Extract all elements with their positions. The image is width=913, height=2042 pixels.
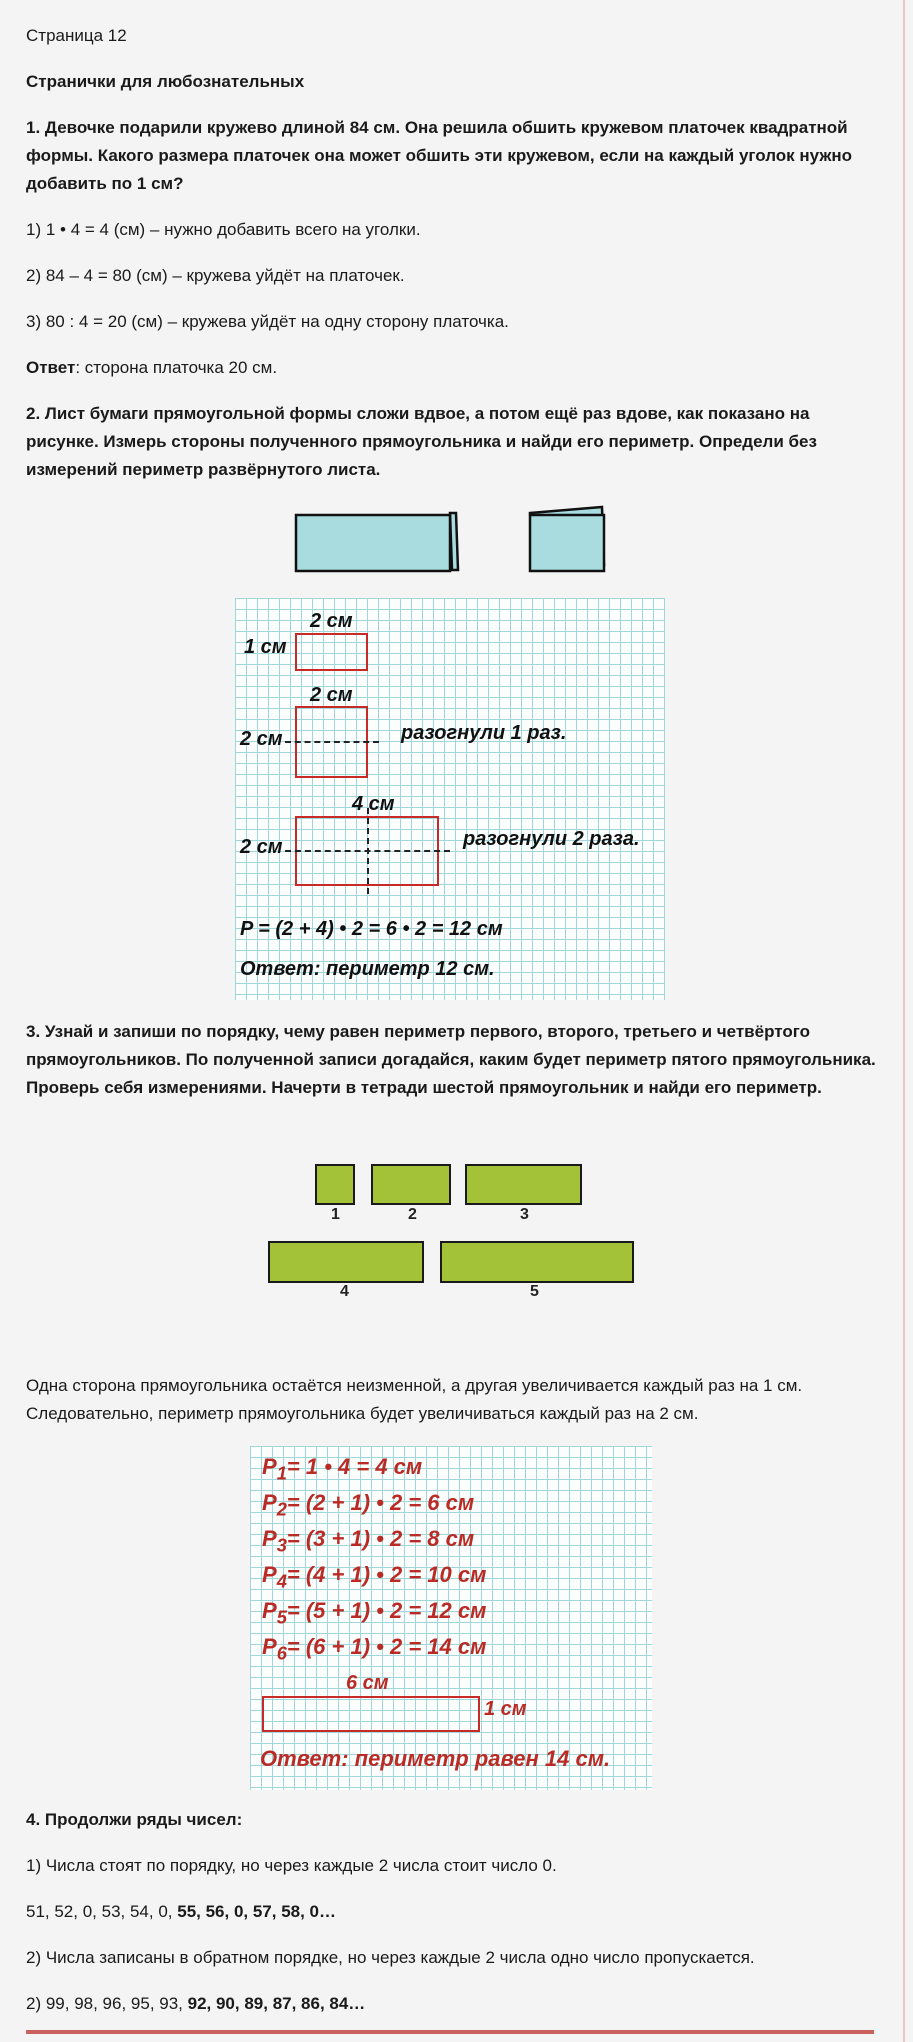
r1-top-label: 2 см [310, 610, 353, 632]
r3-top-label: 4 см [352, 793, 395, 815]
task1-question: 1. Девочке подарили кружево длиной 84 см. Она решила обшить кружевом платочек квадратной формы. Какого размера платочек она может обшить эти кружевом, если на каждый уголок нужно добавить по 1 см? [26, 118, 853, 193]
task3-answer: Ответ: периметр равен 14 см. [260, 1746, 611, 1771]
task3-question: 3. Узнай и запиши по порядку, чему равен периметр первого, второго, третьего и четвёртого прямоугольников. По полученной записи догадайся, каким будет периметр пятого прямоугольника. Проверь себя измерениями. Начерти в тетради шестой прямоугольник и найди его периметр. [26, 1022, 876, 1097]
folded-sheet-1 [296, 515, 450, 571]
task3-explanation: Одна сторона прямоугольника остаётся неизменной, а другая увеличивается каждый раз на 1 см. Следовательно, периметр прямоугольника будет увеличиваться каждый раз на 2 см. [26, 1376, 803, 1423]
task3-rectangles [0, 1160, 913, 1310]
task4-question: 4. Продолжи ряды чисел: [26, 1810, 243, 1829]
task2-answer: Ответ: периметр 12 см. [240, 958, 495, 980]
seq1-given: 51, 52, 0, 53, 54, 0, [26, 1902, 178, 1921]
fold-line-2v [367, 808, 369, 894]
task1-step-1: 1) 1 • 4 = 4 (см) – нужно добавить всего на уголки. [26, 220, 421, 239]
rect6-top-label: 6 см [346, 1672, 389, 1694]
green-rectangle-2 [371, 1164, 451, 1205]
rect-label-1: 1 [331, 1206, 340, 1223]
rect-label-3: 3 [520, 1206, 529, 1223]
task1-answer [26, 354, 886, 382]
formula-p6: $P_6= (6 + 1)$ • 2 = 14 см [262, 1634, 487, 1664]
task4-line1: 1) Числа стоят по порядку, но через каждые 2 числа стоит число 0. [26, 1856, 557, 1875]
answer-text: : сторона платочка 20 см. [75, 358, 278, 377]
folded-sheet-2 [530, 515, 604, 571]
formula-p1: $P_1= 1$ • 4 = 4 см [262, 1454, 423, 1484]
formula-p4: $P_4= (4 + 1)$ • 2 = 10 см [262, 1562, 487, 1592]
seq2-given: 2) 99, 98, 96, 95, 93, [26, 1994, 188, 2013]
formula-p3: $P_3= (3 + 1)$ • 2 = 8 см [262, 1526, 475, 1556]
fold-line-1 [285, 741, 379, 743]
r2-note: разогнули 1 раз. [401, 722, 567, 744]
green-rectangle-3 [465, 1164, 582, 1205]
answer-label: Ответ [26, 358, 76, 377]
task3-grid-figure [250, 1446, 652, 1790]
seq2-answer: 92, 90, 89, 87, 86, 84… [187, 1994, 366, 2013]
rect-label-2: 2 [408, 1206, 417, 1223]
section-title: Странички для любознательных [26, 72, 305, 91]
task2-grid-figure [235, 598, 665, 1000]
task1-step-2: 2) 84 – 4 = 80 (см) – кружева уйдёт на платочек. [26, 266, 405, 285]
page-border [903, 0, 905, 2042]
rectangle-6 [262, 1696, 480, 1732]
r3-left-label: 2 см [240, 836, 283, 858]
rect-label-5: 5 [530, 1283, 539, 1300]
r2-left-label: 2 см [240, 728, 283, 750]
bottom-divider [26, 2030, 874, 2034]
task4-seq2 [26, 1990, 886, 2018]
formula-p5: $P_5= (5 + 1)$ • 2 = 12 см [262, 1598, 487, 1628]
green-rectangle-5 [440, 1241, 634, 1283]
rect-label-4: 4 [340, 1283, 349, 1300]
r2-top-label: 2 см [310, 684, 353, 706]
task4-line2: 2) Числа записаны в обратном порядке, но через каждые 2 числа одно число пропускается. [26, 1948, 755, 1967]
task1-step-3: 3) 80 : 4 = 20 (см) – кружева уйдёт на одну сторону платочка. [26, 312, 509, 331]
task4-seq1 [26, 1898, 886, 1926]
formula-p2: $P_2= (2 + 1)$ • 2 = 6 см [262, 1490, 475, 1520]
green-rectangle-4 [268, 1241, 424, 1283]
page-title: Страница 12 [26, 26, 127, 45]
folded-paper-illustration [290, 505, 620, 577]
rectangle-1x2 [295, 633, 368, 671]
green-rectangle-1 [315, 1164, 355, 1205]
task2-formula: P = (2 + 4) • 2 = 6 • 2 = 12 см [240, 918, 503, 940]
rect6-right-label: 1 см [484, 1698, 527, 1720]
seq1-answer: 55, 56, 0, 57, 58, 0… [177, 1902, 337, 1921]
r1-left-label: 1 см [244, 636, 287, 658]
r3-note: разогнули 2 раза. [463, 828, 640, 850]
task2-question: 2. Лист бумаги прямоугольной формы сложи вдвое, а потом ещё раз вдове, как показано на рисунке. Измерь стороны полученного прямоугольника и найди его периметр. Определи без измерений периметр развёрнутого листа. [26, 404, 817, 479]
